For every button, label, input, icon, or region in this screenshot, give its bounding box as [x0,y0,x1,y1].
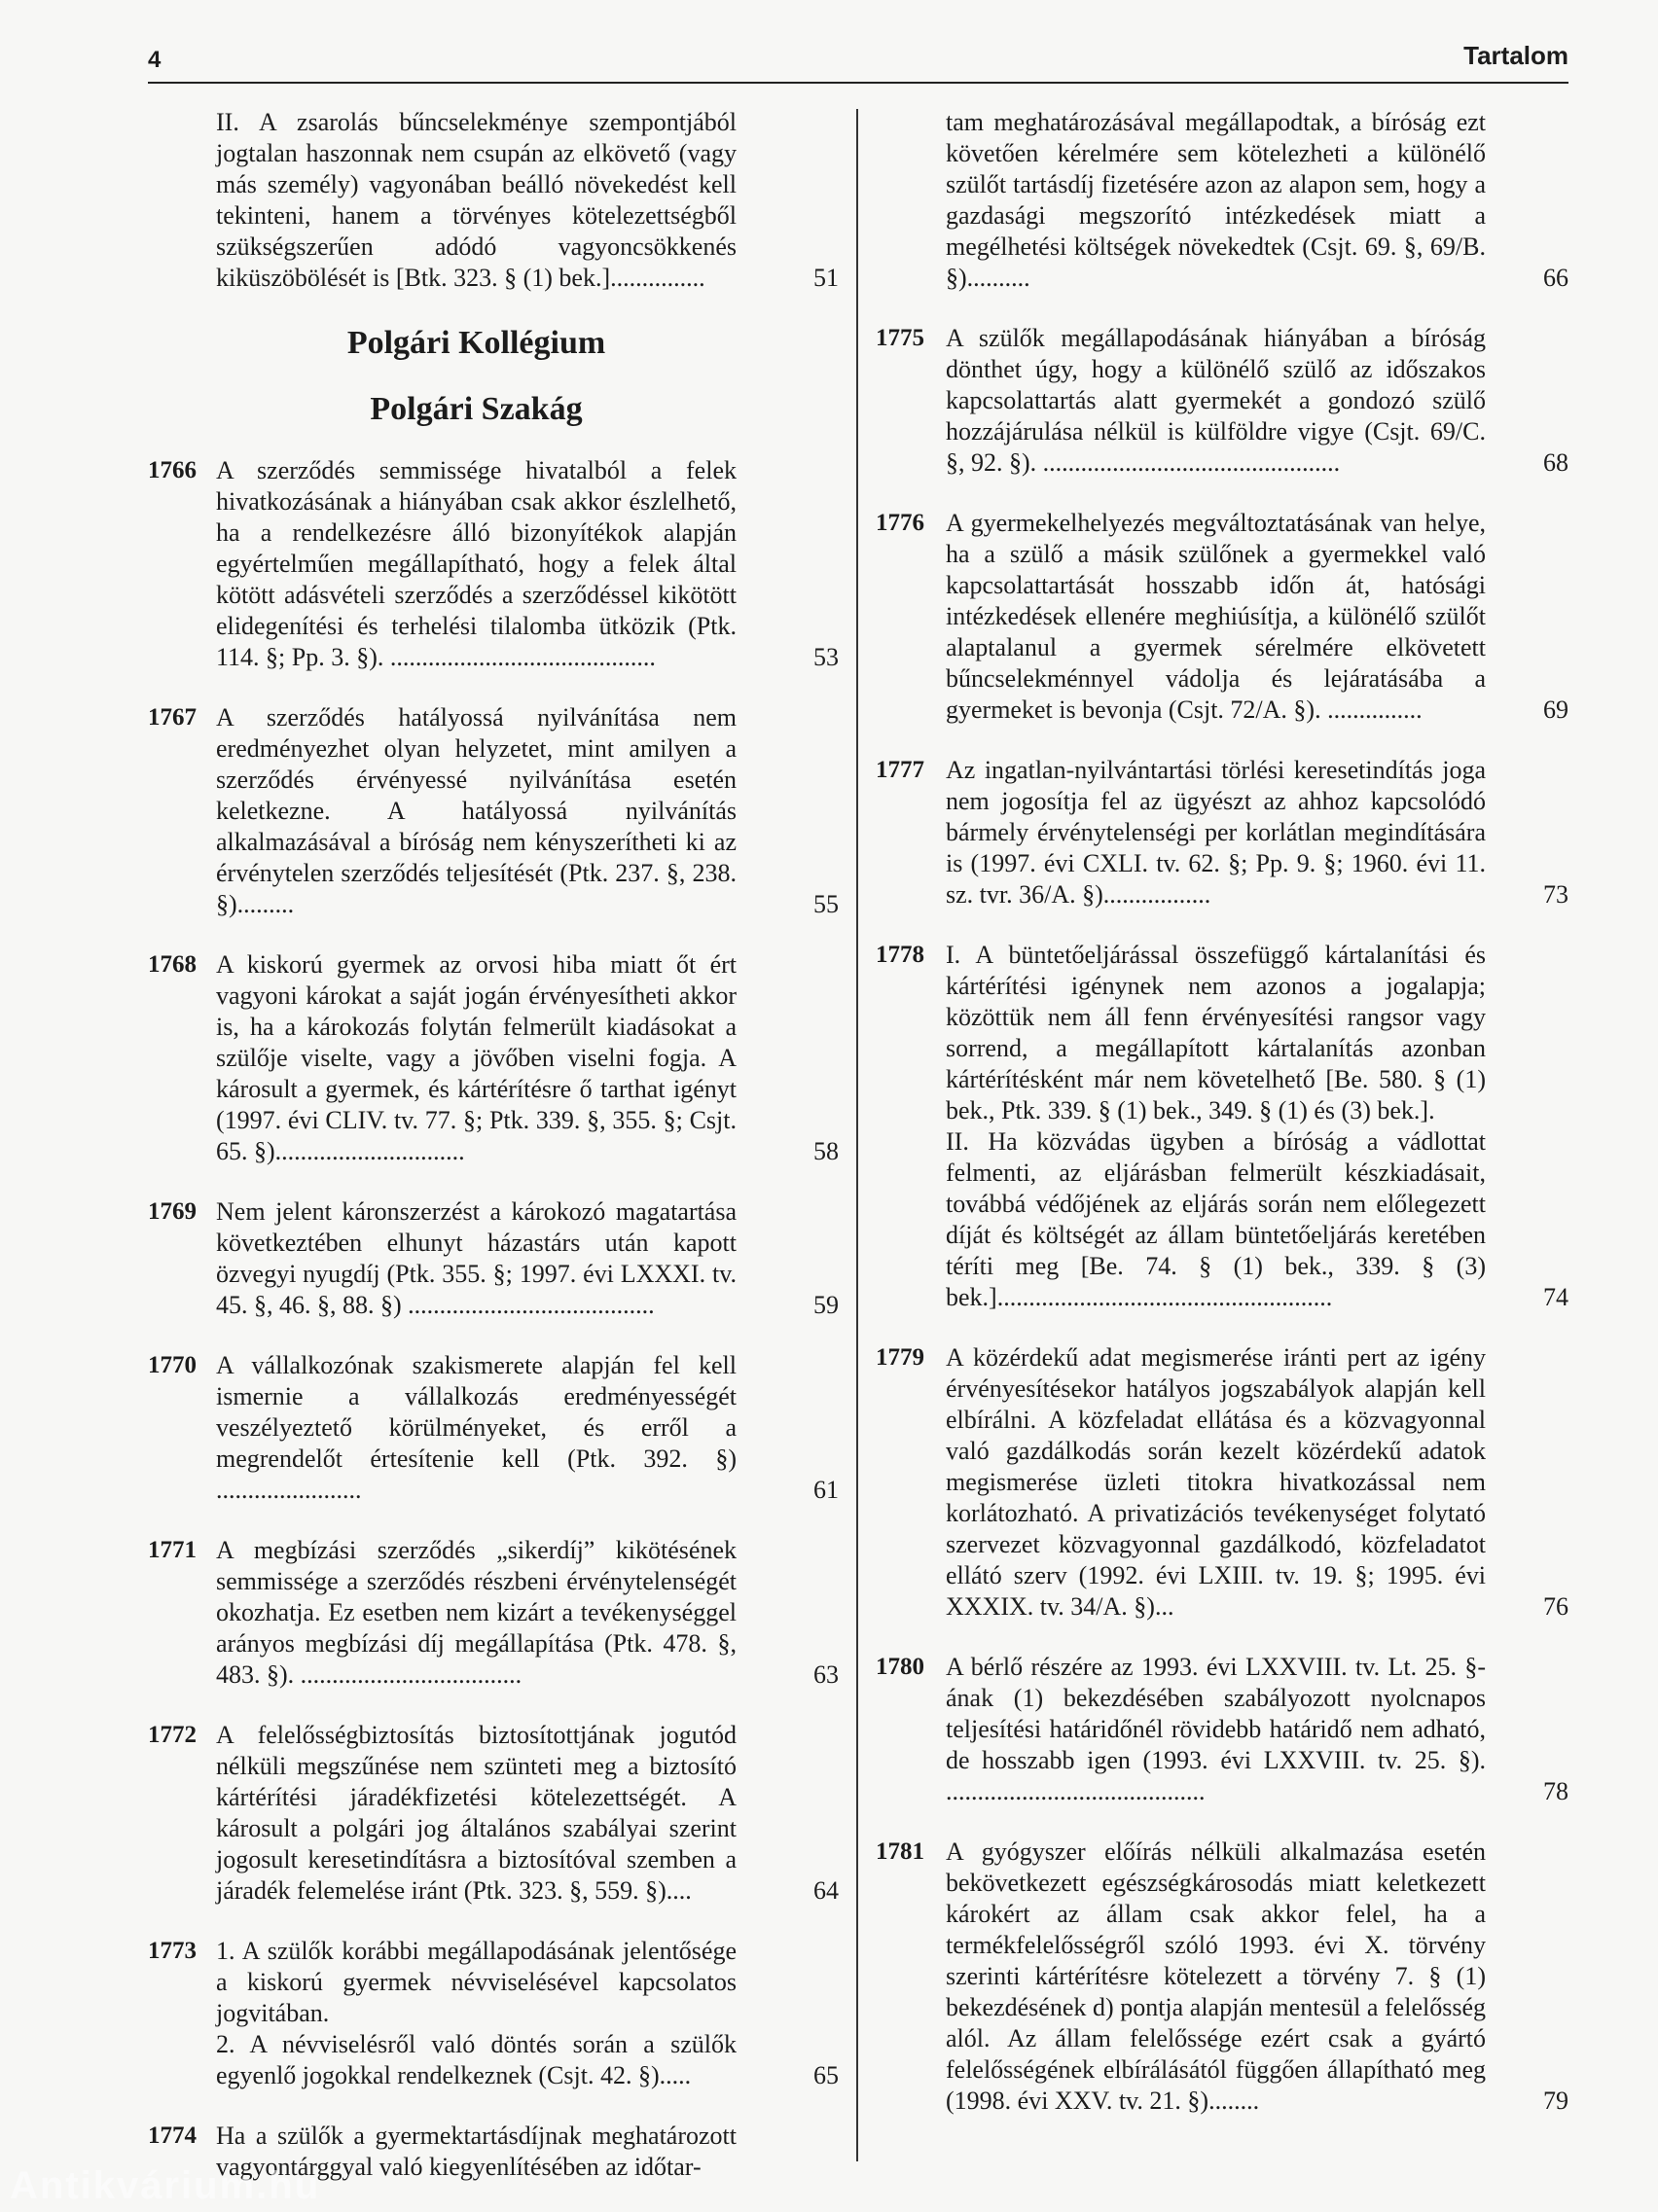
entry-text: A bérlő részére az 1993. évi LXXVIII. tv. Lt. 25. §-ának (1) bekezdésében szabályozott nyolcnapos teljesítési határidőnél rövidebb határidő nem adható, de hosszabb igen (1993. évi LXXVIII. tv. 25. §). ......................................... [946,1653,1486,1805]
left-column [148,107,839,2212]
entry-number: 1767 [148,704,197,731]
entry-number: 1769 [148,1198,197,1225]
entry-text: A felelősségbiztosítás biztosítottjának jogutód nélküli megszűnése nem szünteti meg a biztosító kártérítési járadékfizetési kötelezettségét. A károsult a polgári jog általános szabályai szerint jogosult keresetindításra a biztosítóval szemben a járadék felemelése iránt (Ptk. 323. §, 559. §).... [216,1721,737,1905]
entry-1767 [148,702,839,920]
entry-1770 [148,1350,839,1506]
entry-1779 [876,1342,1568,1623]
entry-paragraph-1: I. A büntetőeljárással összefüggő kártalanítási és kártérítési igénynek nem azonos a jogalapja; közöttük nem áll fenn érvényesítési rangsor vagy sorrend, a megállapított kártalanítás azonban kártérítésként már nem követelhető [Be. 580. § (1) bek., Ptk. 339. § (1) bek., 349. § (1) és (3) bek.]. [946,941,1486,1124]
entry-text: II. A zsarolás bűncselekménye szempontjából jogtalan haszonnak nem csupán az elkövető (vagy más személy) vagyonában beálló növekedést kell tekinteni, hanem a törvényes kötelezettségből szükségszerűen adódó vagyoncsökkenés kiküszöbölését is [Btk. 323. § (1) bek.]............... [216,108,737,292]
entry-text: A megbízási szerződés „sikerdíj” kikötésének semmissége a szerződés részbeni érvénytelenségét okozhatja. Ez esetben nem kizárt a tevékenységgel arányos megbízási díj megállapítása (Ptk. 478. §, 483. §). ................................... [216,1536,737,1689]
page-number: 4 [148,47,162,73]
entry-text: tam meghatározásával megállapodtak, a bíróság ezt követően kérelmére sem kötelezheti a különélő szülőt tartásdíj fizetésére azon az alapon sem, hogy a gazdasági megszorító intézkedések miatt a megélhetési költségek növekedtek (Csjt. 69. §, 69/B. §).......... [946,108,1486,292]
entry-number: 1779 [876,1344,924,1371]
entry-number: 1772 [148,1722,197,1748]
entry-page-number: 73 [1543,880,1568,909]
entry-number: 1773 [148,1938,197,1964]
entry-page-number: 66 [1543,264,1568,292]
entry-page-number: 59 [813,1291,839,1319]
entry-text: A gyógyszer előírás nélküli alkalmazása esetén bekövetkezett egészségkárosodás miatt keletkezett károkért az állam csak akkor felel, ha a termékfelelősségről szóló 1993. évi X. törvény szerinti kártérítésre kötelezett a törvény 7. § (1) bekezdésének d) pontja alapján mentesül a felelősség alól. Az állam felelőssége ezért csak a gyártó felelősségének elbírálásától függően állapítható meg (1998. évi XXV. tv. 21. §)........ [946,1837,1486,2115]
entry-page-number: 55 [813,890,839,918]
entry-1772 [148,1720,839,1907]
entry-1766 [148,455,839,673]
entry-page-number: 78 [1543,1777,1568,1805]
column-divider [856,109,858,2161]
entry-1780 [876,1652,1568,1807]
entry-number: 1777 [876,757,924,783]
entry-text [946,940,1486,1313]
entry-text: A kiskorú gyermek az orvosi hiba miatt őt ért vagyoni károkat a saját jogán érvényesítheti akkor is, ha a károkozás folytán felmerült kiadásokat a szülője viselte, vagy a jövőben viselni fogja. A károsult a gyermek, és kártérítésre ő tarthat igényt (1997. évi CLIV. tv. 77. §; Ptk. 339. §, 355. §; Csjt. 65. §).............................. [216,950,737,1165]
entry-paragraph-1: 1. A szülők korábbi megállapodásának jelentősége a kiskorú gyermek névviselésével kapcsolatos jogvitában. [216,1937,737,2027]
entry-page-number: 65 [813,2061,839,2089]
entry-number: 1766 [148,457,197,483]
entry-number: 1775 [876,325,924,351]
entry-1768 [148,949,839,1167]
entry-page-number: 68 [1543,448,1568,477]
entry-1781 [876,1837,1568,2117]
entry-1776 [876,508,1568,726]
entry-text: Az ingatlan-nyilvántartási törlési keresetindítás joga nem jogosítja fel az ügyészt az ahhoz kapcsolódó bármely érvénytelenségi per korlátlan megindítására is (1997. évi CXLI. tv. 62. §; Pp. 9. §; 1960. évi 11. sz. tvr. 36/A. §)................. [946,756,1486,909]
right-column [876,107,1568,2146]
entry-1769 [148,1196,839,1321]
entry-number: 1771 [148,1537,197,1563]
intro-entry [148,107,839,294]
entry-number: 1774 [148,2123,197,2149]
page-header [148,35,1568,84]
entry-page-number: 58 [813,1137,839,1165]
entry-number: 1768 [148,951,197,978]
entry-page-number: 53 [813,643,839,671]
entry-1774-continued [876,107,1568,294]
entry-1771 [148,1535,839,1691]
entry-page-number: 61 [813,1476,839,1504]
entry-page-number: 69 [1543,696,1568,724]
entry-page-number: 63 [813,1660,839,1689]
entry-text: A közérdekű adat megismerése iránti pert az igény érvényesítésekor hatályos jogszabályok alapján kell elbírálni. A közfeladat ellátása és a közvagyonnal való gazdálkodás során kezelt közérdekű adatok megismerése üzleti titokra hivatkozással nem korlátozható. A privatizációs tevékenységet folytató szervezet közvagyonnal gazdálkodó, közfeladatot ellátó szerv (1992. évi LXIII. tv. 19. §; 1995. évi XXXIX. tv. 34/A. §)... [946,1343,1486,1621]
entry-text: A gyermekelhelyezés megváltoztatásának van helye, ha a szülő a másik szülőnek a gyermekkel való kapcsolattartását hosszabb időn át, hatósági intézkedések ellenére meghiúsítja, a különélő szülőt alaptalanul a gyermek sérelmére elkövetett bűncselekménnyel vádolja és lejáratásába a gyermeket is bevonja (Csjt. 72/A. §). ............... [946,509,1486,724]
entry-page-number: 79 [1543,2087,1568,2115]
entry-number: 1780 [876,1654,924,1680]
entry-text: A szülők megállapodásának hiányában a bíróság dönthet úgy, hogy a különélő szülő az időszakos kapcsolattartás alatt gyermekét a gondozó szülő hozzájárulása nélkül is külföldre vigye (Csjt. 69/C. §, 92. §). ............................................... [946,324,1486,477]
entry-page-number: 51 [813,264,839,292]
entry-text: A vállalkozónak szakismerete alapján fel kell ismernie a vállalkozás eredményességét veszélyeztető körülményeket, és erről a megrendelőt értesítenie kell (Ptk. 392. §) ....................... [216,1351,737,1504]
watermark: Antikvárium.hu [10,2164,321,2207]
entry-text: Nem jelent káronszerzést a károkozó magatartása következtében elhunyt házastárs után kapott özvegyi nyugdíj (Ptk. 355. §; 1997. évi LXXXI. tv. 45. §, 46. §, 88. §) ....................................... [216,1197,737,1319]
entry-text: A szerződés semmissége hivatalból a felek hivatkozásának a hiányában csak akkor észlelhető, ha a rendelkezésre álló bizonyítékok alapján egyértelműen megállapítható, hogy a felek által kötött adásvételi szerződés a szerződéssel kikötött elidegenítési és terhelési tilalomba ütközik (Ptk. 114. §; Pp. 3. §). .......................................... [216,456,737,671]
section-title: Tartalom [1463,41,1568,70]
heading-polgari-szakag: Polgári Szakág [370,391,583,427]
entry-page-number: 74 [1543,1283,1568,1311]
entry-paragraph-2: II. Ha közvádas ügyben a bíróság a vádlottat felmenti, az eljárásban felmerült készkiadásait, továbbá védőjének az eljárás során nem előlegezett díját és költségét az állam büntetőeljárás keretében téríti meg [Be. 74. § (1) bek., 339. § (3) bek.]..................................................... [946,1127,1486,1311]
entry-1777 [876,755,1568,910]
entry-text: A szerződés hatályossá nyilvánítása nem eredményezhet olyan helyzetet, mint amilyen a szerződés érvényessé nyilvánítása esetén keletkezne. A hatályossá nyilvánítás alkalmazásával a bíróság nem kényszerítheti ki az érvénytelen szerződés teljesítését (Ptk. 237. §, 238. §)......... [216,703,737,918]
entry-page-number: 64 [813,1876,839,1905]
entry-page-number: 76 [1543,1592,1568,1621]
entry-1778 [876,940,1568,1313]
heading-polgari-kollegium: Polgári Kollégium [346,325,606,361]
entry-1775 [876,323,1568,479]
entry-paragraph-2: 2. A névviselésről való döntés során a szülők egyenlő jogokkal rendelkeznek (Csjt. 42. §)..... [216,2030,737,2089]
entry-1773 [148,1936,839,2091]
entry-number: 1781 [876,1838,924,1865]
entry-text [216,1936,737,2091]
entry-number: 1776 [876,510,924,536]
entry-text: Ha a szülők a gyermektartásdíjnak meghatározott vagyontárggyal való kiegyenlítésében az időtar- [216,2122,737,2181]
entry-number: 1778 [876,942,924,968]
entry-number: 1770 [148,1352,197,1378]
